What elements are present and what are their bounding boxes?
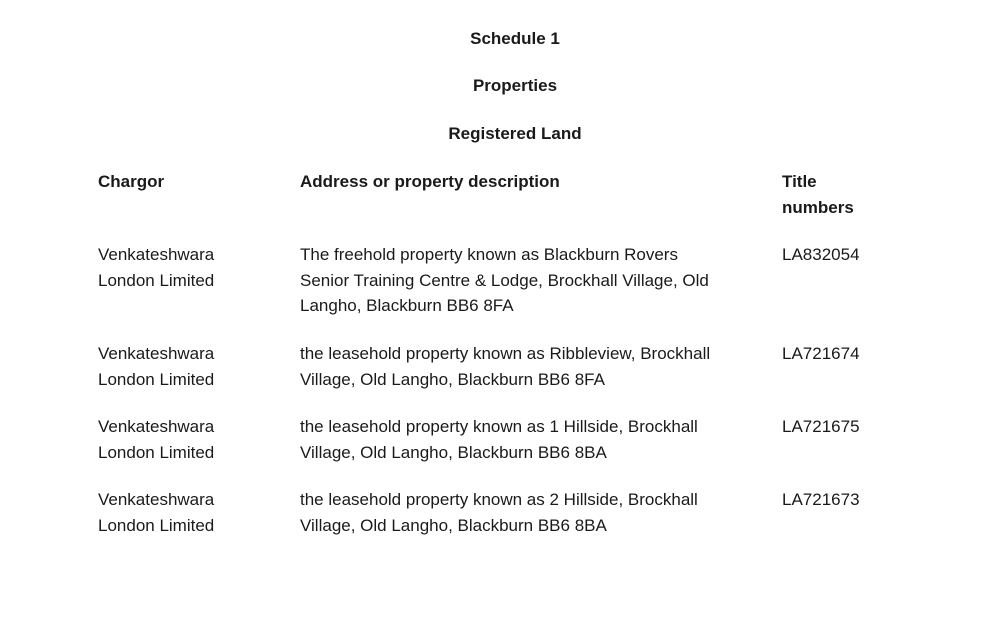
chargor-line: London Limited [98,442,215,462]
registered-land-heading: Registered Land [448,124,582,143]
address-line: the leasehold property known as 1 Hillside, Brockhall [300,417,698,436]
chargor-cell [98,487,288,538]
title-number: LA832054 [782,245,860,264]
chargor-cell [98,414,288,465]
column-header-chargor [98,169,288,195]
address-line: Langho, Blackburn BB6 8FA [300,296,514,315]
title-number-cell [782,341,902,367]
address-cell [300,487,765,538]
address-line: the leasehold property known as 2 Hillside, Brockhall [300,490,698,509]
address-line: Senior Training Centre & Lodge, Brockhall Village, Old [300,270,709,290]
address-line: The freehold property known as Blackburn Rovers [300,245,678,264]
chargor-line: Venkateshwara [98,344,215,363]
address-cell [300,242,765,319]
column-header-title-numbers [782,169,902,220]
chargor-line: Venkateshwara [98,490,215,509]
address-line: the leasehold property known as Ribbleview, Brockhall [300,344,711,363]
chargor-line: London Limited [98,369,215,389]
chargor-cell [98,341,288,392]
properties-heading: Properties [472,76,558,95]
title-number: LA721675 [782,417,860,436]
chargor-line: Venkateshwara [98,245,215,264]
chargor-cell [98,242,288,293]
schedule-heading: Schedule 1 [470,29,560,48]
title-number: LA721673 [782,490,860,509]
column-header-address [300,169,765,195]
title-number-cell [782,414,902,440]
column-header-address-label: Address or property description [300,172,560,191]
column-header-title-line1: Title [782,172,817,191]
address-line: Village, Old Langho, Blackburn BB6 8FA [300,369,605,389]
title-number-cell [782,242,902,268]
title-number-cell [782,487,902,513]
chargor-line: Venkateshwara [98,417,215,436]
address-cell [300,414,765,465]
title-number: LA721674 [782,344,860,363]
chargor-line: London Limited [98,270,215,290]
address-line: Village, Old Langho, Blackburn BB6 8BA [300,442,607,462]
column-header-title-line2: numbers [782,197,854,217]
column-header-chargor-label: Chargor [98,172,165,191]
address-cell [300,341,765,392]
address-line: Village, Old Langho, Blackburn BB6 8BA [300,515,607,535]
chargor-line: London Limited [98,515,215,535]
